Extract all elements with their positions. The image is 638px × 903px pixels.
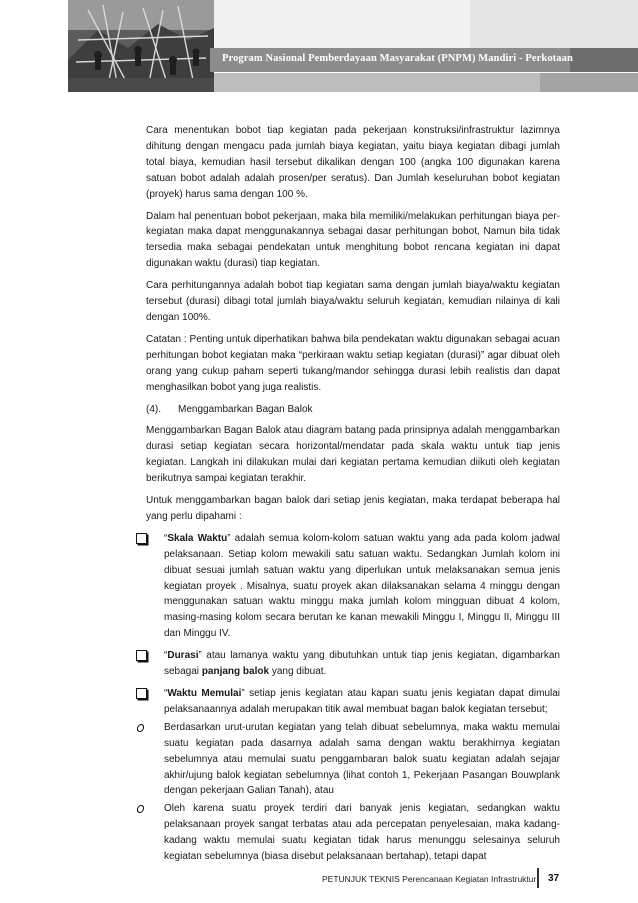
checkbox-icon [136,688,147,699]
checkbox-icon [136,533,147,544]
section-title: Menggambarkan Bagan Balok [178,403,313,415]
item-text: ” setiap jenis kegiatan atau kapan suatu jenis kegiatan dapat dimulai pelaksanaannya adalah merupakan titik awal membuat bagan balok kegiatan tersebut; [164,688,561,715]
page-header [0,0,638,100]
paragraph: Dalam hal penentuan bobot pekerjaan, maka bila memiliki/melakukan perhitungan biaya per-kegiatan maka dapat menggunakannya sebagai dasar perhitungan bobot, Namun bila tidak tersedia maka sebagai pendekatan untuk menghitung bobot rencana kegiatan ini dapat digunakan waktu (durasi) tiap kegiatan. [146,210,560,270]
paragraph: Untuk menggambarkan bagan balok dari setiap jenis kegiatan, maka terdapat beberapa hal yang perlu dipahami : [146,495,560,522]
sub-item [146,801,560,865]
checklist-item [146,531,560,642]
sub-item [146,720,560,800]
item-text: ” atau lamanya waktu yang dibutuhkan untuk tiap jenis kegiatan, digambarkan sebagai [164,650,560,678]
quote-mark: “ [164,532,168,544]
item-term: Waktu Memulai [167,688,242,699]
paragraph: Menggambarkan Bagan Balok atau diagram batang pada prinsipnya adalah menggambarkan durasi setiap kegiatan secara horizontal/mendatar pada skala waktu untuk tiap jenis kegiatan. Langkah ini dilakukan mulai dari kegiatan pertama kemudian diikuti oleh kegiatan berikutnya sampai kegiatan terakhir. [146,425,560,485]
header-light-block [214,0,470,48]
header-photo [68,0,214,92]
footer-label: PETUNJUK TEKNIS [322,874,400,884]
checklist-item [146,686,560,718]
circle-bullet-icon [136,805,145,813]
section-number: (4). [146,403,161,415]
page-number: 37 [548,873,560,884]
checkbox-icon [136,650,147,661]
header-strip-dark [540,73,638,92]
item-text: ” adalah semua kolom-kolom satuan waktu yang ada pada kolom jadwal pelaksanaan. Setiap kolom mewakili satu satuan waktu. Sedangkan Jumlah kolom ini dibuat sesuai jumlah satuan waktu yang diperlukan untuk melaksanakan semua jenis kegiatan proyek . Misalnya, suatu proyek akan dilaksanakan selama 4 minggu dengan menggunakan satuan waktu minggu maka jumlah kolom mingguan dibuat 4 kolom, masing-masing kolom secara berutan ke kanan mewakili Minggu I, Minggu II, Minggu III dan Minggu IV. [164,532,560,640]
footer-doc-title [322,874,536,884]
quote-mark: “ [164,688,168,699]
paragraph: Catatan : Penting untuk diperhatikan bahwa bila pendekatan waktu digunakan sebagai acuan perhitungan bobot kegiatan maka “perkiraan waktu setiap kegiatan (durasi)” agar dibuat oleh orang yang cukup paham seperti tukang/mandor sehingga durasi lebih realistis dan dapat menghasilkan bobot yang juga realistis. [146,333,560,393]
circle-bullet-icon [136,724,145,732]
sub-item-text: Oleh karena suatu proyek terdiri dari banyak jenis kegiatan, sedangkan waktu pelaksanaan proyek sangat terbatas atau ada percepatan penyelesaian, maka kadang-kadang waktu memulai suatu kegiatan tidak harus menunggu selesainya seluruh kegiatan sebelumnya (biasa disebut pelaksanaan bertahap), tetapi dapat [164,803,560,863]
section-heading [146,402,560,418]
paragraph: Cara perhitungannya adalah bobot tiap kegiatan sama dengan jumlah biaya/waktu kegiatan tersebut (durasi) dibagi total jumlah biaya/waktu seluruh kegiatan, kemudian nilainya di kali dengan 100%. [146,280,560,323]
header-band-dark [570,48,638,72]
sub-item-text: Berdasarkan urut-urutan kegiatan yang telah dibuat sebelumnya, maka waktu memulai suatu kegiatan pada dasarnya adalah sama dengan waktu berakhirnya kegiatan sebelumnya atau memulai suatu penggambaran balok suatu kegiatan adalah sejajar akhir/ujung balok kegiatan sebelumnya (lihat contoh 1, Pekerjaan Pasangan Bouwplank dengan pekerjaan Galian Tanah), atau [164,721,560,797]
program-title: Program Nasional Pemberdayaan Masyarakat (PNPM) Mandiri - Perkotaan [222,53,573,64]
footer-title: Perencanaan Kegiatan Infrastruktur [402,874,537,884]
item-text-end: yang dibuat. [269,666,327,678]
header-light-block-right [470,0,638,48]
footer-divider [537,868,539,888]
item-emphasis: panjang balok [201,666,270,678]
quote-mark: “ [164,650,168,662]
checklist-item [146,648,560,680]
item-term: Durasi [167,650,199,662]
paragraph: Cara menentukan bobot tiap kegiatan pada pekerjaan konstruksi/infrastruktur lazimnya dihitung dengan mengacu pada jumlah biaya kegiatan, yaitu biaya kegiatan dibagi jumlah total biaya, kemudian hasil tersebut dikalikan dengan 100 (angka 100 digunakan karena satuan bobot adalah adalah prosen/per seratus). Dan Jumlah keseluruhan bobot kegiatan (proyek) harus sama dengan 100 %. [146,125,560,200]
item-term: Skala Waktu [167,532,228,544]
page-content [146,123,560,871]
